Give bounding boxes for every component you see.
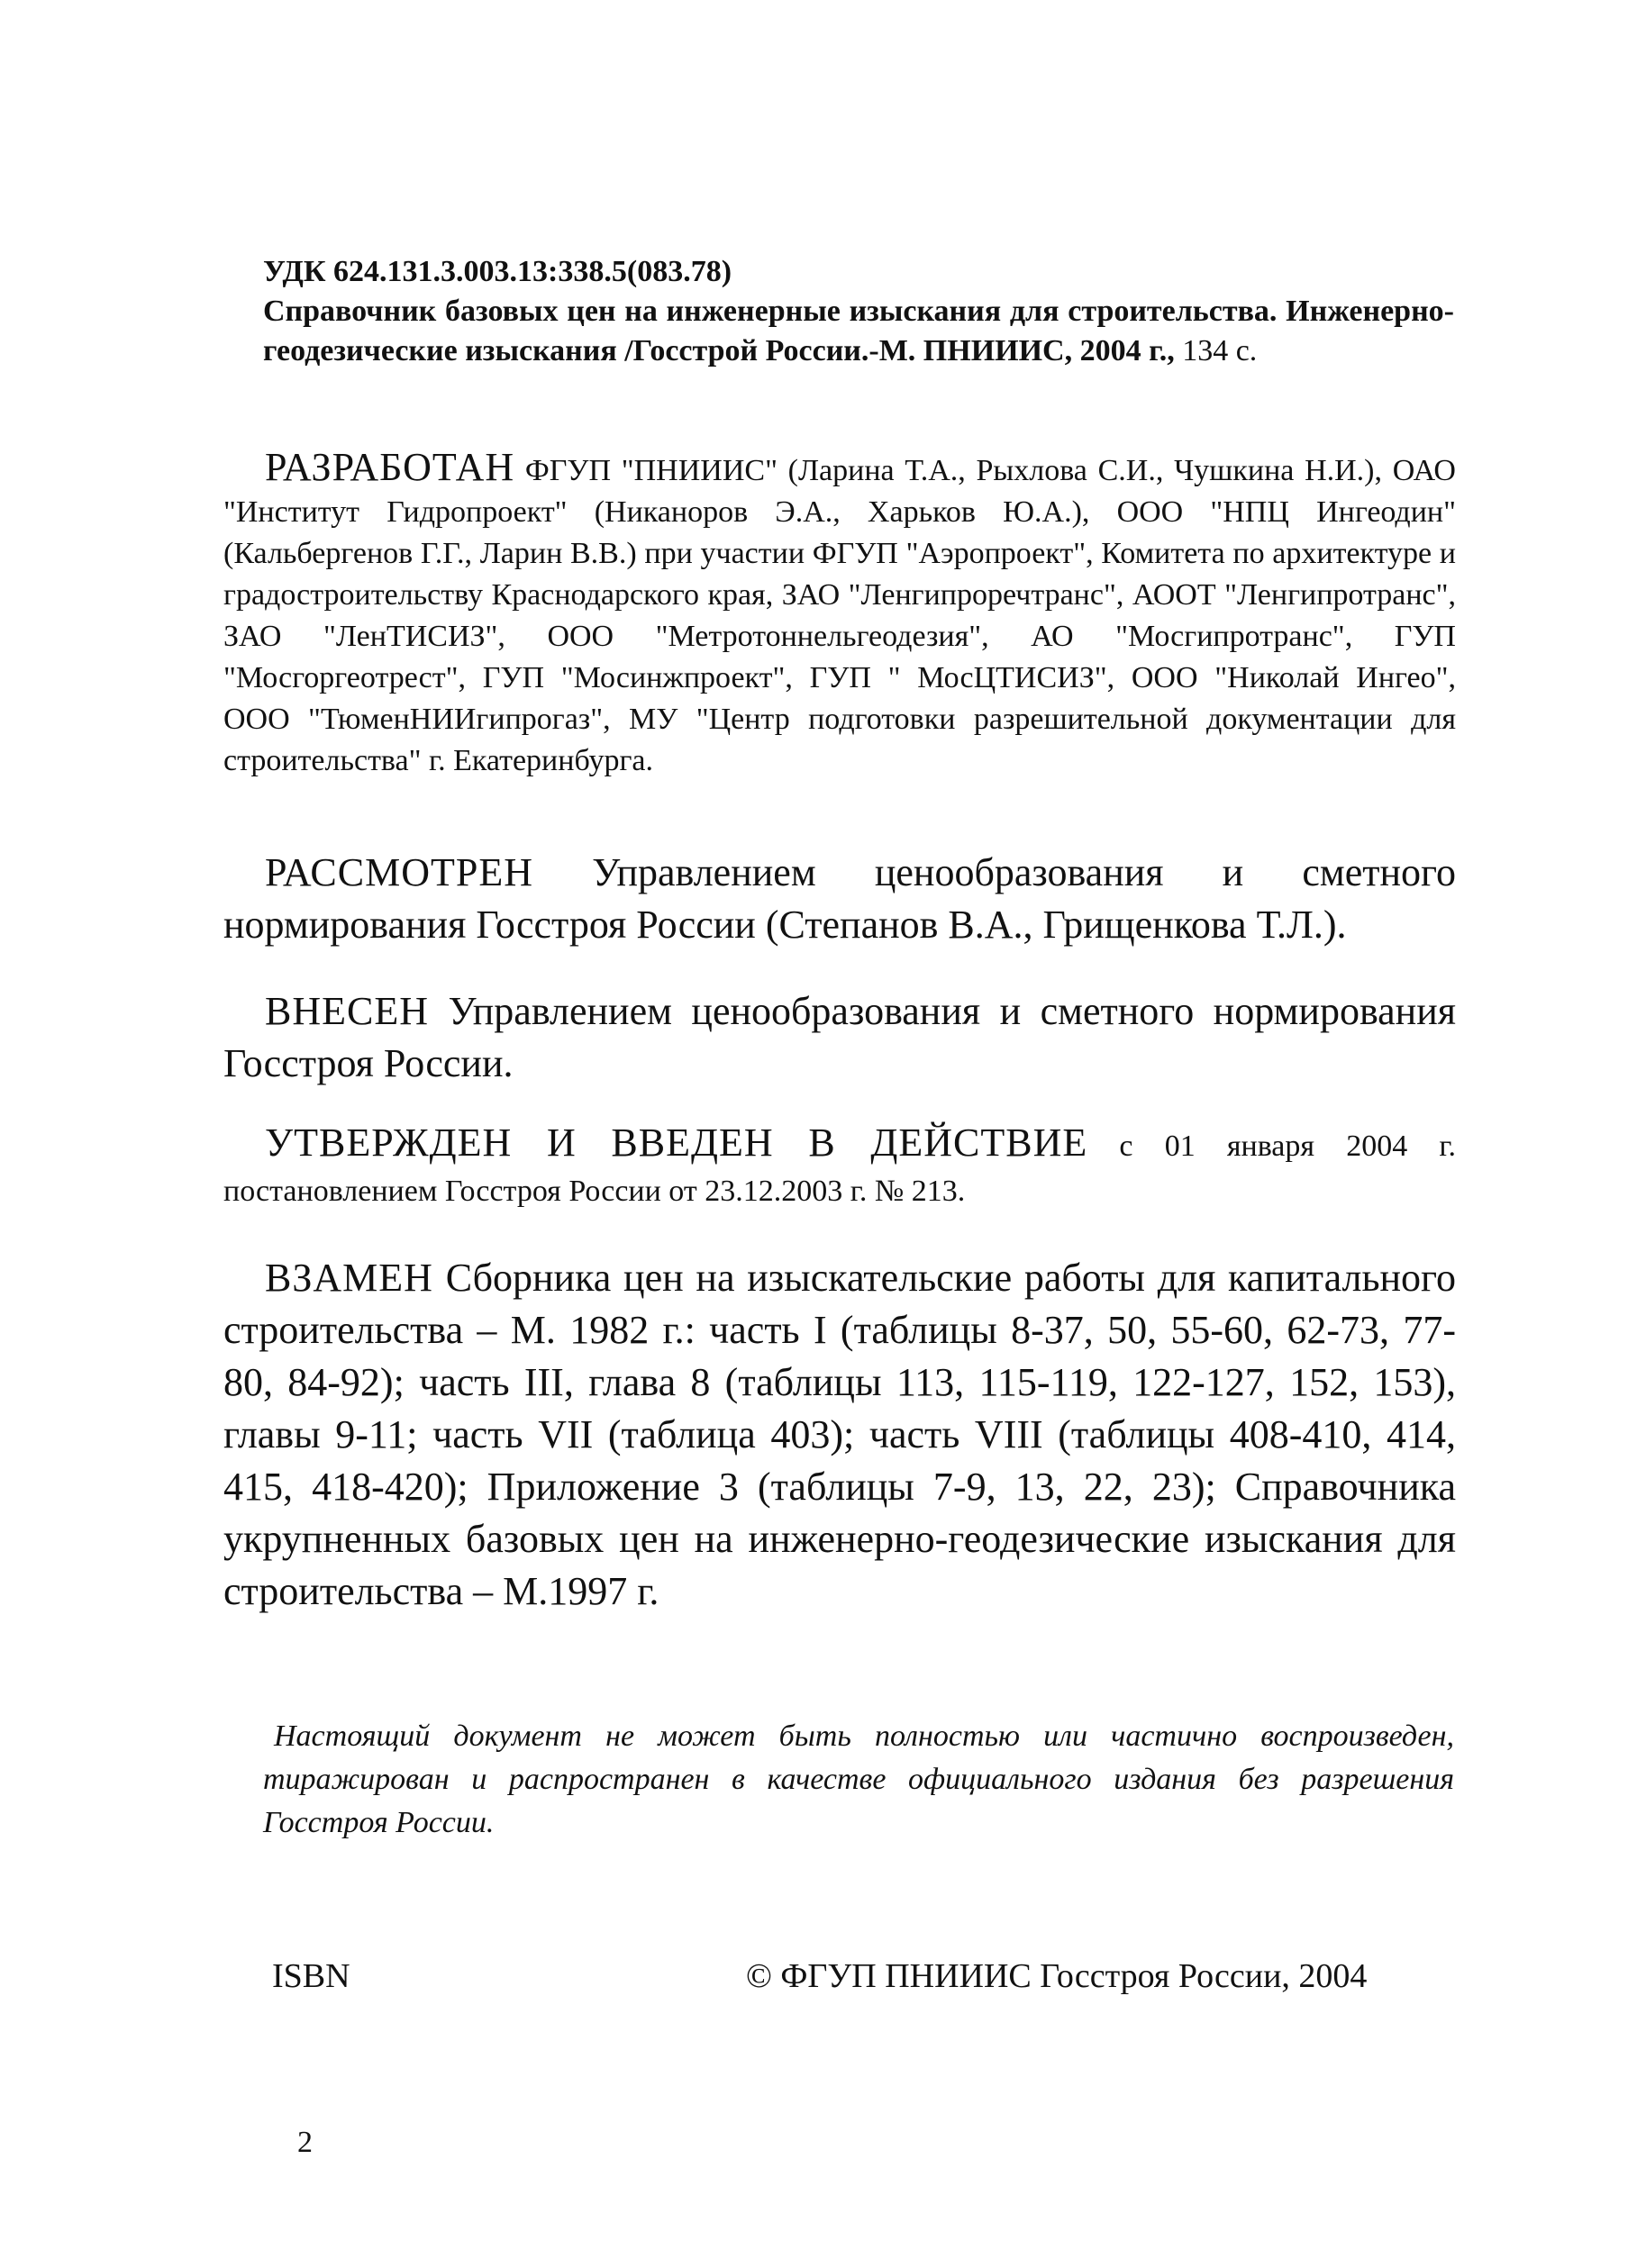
udc-code: УДК 624.131.3.003.13:338.5(083.78)	[263, 255, 732, 288]
approved-text: с 01 января 2004 г. постановлением Госстроя России от 23.12.2003 г. № 213.	[223, 1129, 1457, 1208]
approved-paragraph	[223, 1120, 1456, 1214]
replaces-paragraph	[223, 1252, 1456, 1618]
developed-lead: РАЗРАБОТАН	[265, 445, 515, 489]
bibliographic-pages: 134 с.	[1182, 334, 1258, 367]
bibliographic-description	[263, 292, 1454, 371]
developed-paragraph	[223, 447, 1456, 782]
bibliographic-block	[263, 252, 1454, 371]
replaces-text: Сборника цен на изыскательские работы для капитального строительства – М. 1982 г.: часть I (таблицы 8-37, 50, 55-60, 62-73, 77-80, 84-92); часть III, глава 8 (таблицы 113, 115-119, 122-127, 152, 153), главы 9-11; часть VII (таблица 403); часть VIII (таблицы 408-410, 414, 415, 418-420); Приложение 3 (таблицы 7-9, 13, 22, 23); Справочника укрупненных базовых цен на инженерно-геодезические изыскания для строительства – М.1997 г.	[223, 1256, 1457, 1613]
reviewed-lead: РАССМОТРЕН	[265, 850, 534, 894]
submitted-paragraph	[223, 985, 1456, 1090]
isbn-label: ISBN	[272, 1957, 350, 1995]
approved-lead: УТВЕРЖДЕН И ВВЕДЕН В ДЕЙСТВИЕ	[265, 1120, 1088, 1165]
reviewed-paragraph	[223, 847, 1456, 951]
bibliographic-title: Справочник базовых цен на инженерные изыскания для строительства. Инженерно-геодезические изыскания /Госстрой России.-М. ПНИИИС, 2004 г.,	[263, 295, 1454, 367]
copyright-line: © ФГУП ПНИИИС Госстроя России, 2004	[746, 1957, 1368, 1995]
submitted-text: Управлением ценообразования и сметного нормирования Госстроя России.	[223, 989, 1456, 1085]
developed-text: ФГУП "ПНИИИС" (Ларина Т.А., Рыхлова С.И., Чушкина Н.И.), ОАО "Институт Гидропроект" (Никаноров Э.А., Харьков Ю.А.), ООО "НПЦ Ингеодин" (Кальбергенов Г.Г., Ларин В.В.) при участии ФГУП "Аэропроект", Комитета по архитектуре и градостроительству Краснодарского края, ЗАО "Ленгипроречтранс", АООТ "Ленгипротранс", ЗАО "ЛенТИСИЗ", ООО "Метротоннельгеодезия", АО "Мосгипротранс", ГУП "Мосгоргеотрест", ГУП "Мосинжпроект", ГУП " МосЦТИСИЗ", ООО "Николай Ингео", ООО "ТюменНИИгипрогаз", МУ "Центр подготовки разрешительной документации для строительства" г. Екатеринбурга.	[223, 454, 1456, 777]
replaces-lead: ВЗАМЕН	[265, 1256, 433, 1300]
reproduction-notice: Настоящий документ не может быть полностью или частично воспроизведен, тиражирован и распространен в качестве официального издания без разрешения Госстроя России.	[263, 1719, 1454, 1839]
page-number: 2	[297, 2126, 313, 2159]
reviewed-text: Управлением ценообразования и сметного нормирования Госстроя России (Степанов В.А., Грищенкова Т.Л.).	[223, 850, 1456, 947]
submitted-lead: ВНЕСЕН	[265, 989, 429, 1033]
